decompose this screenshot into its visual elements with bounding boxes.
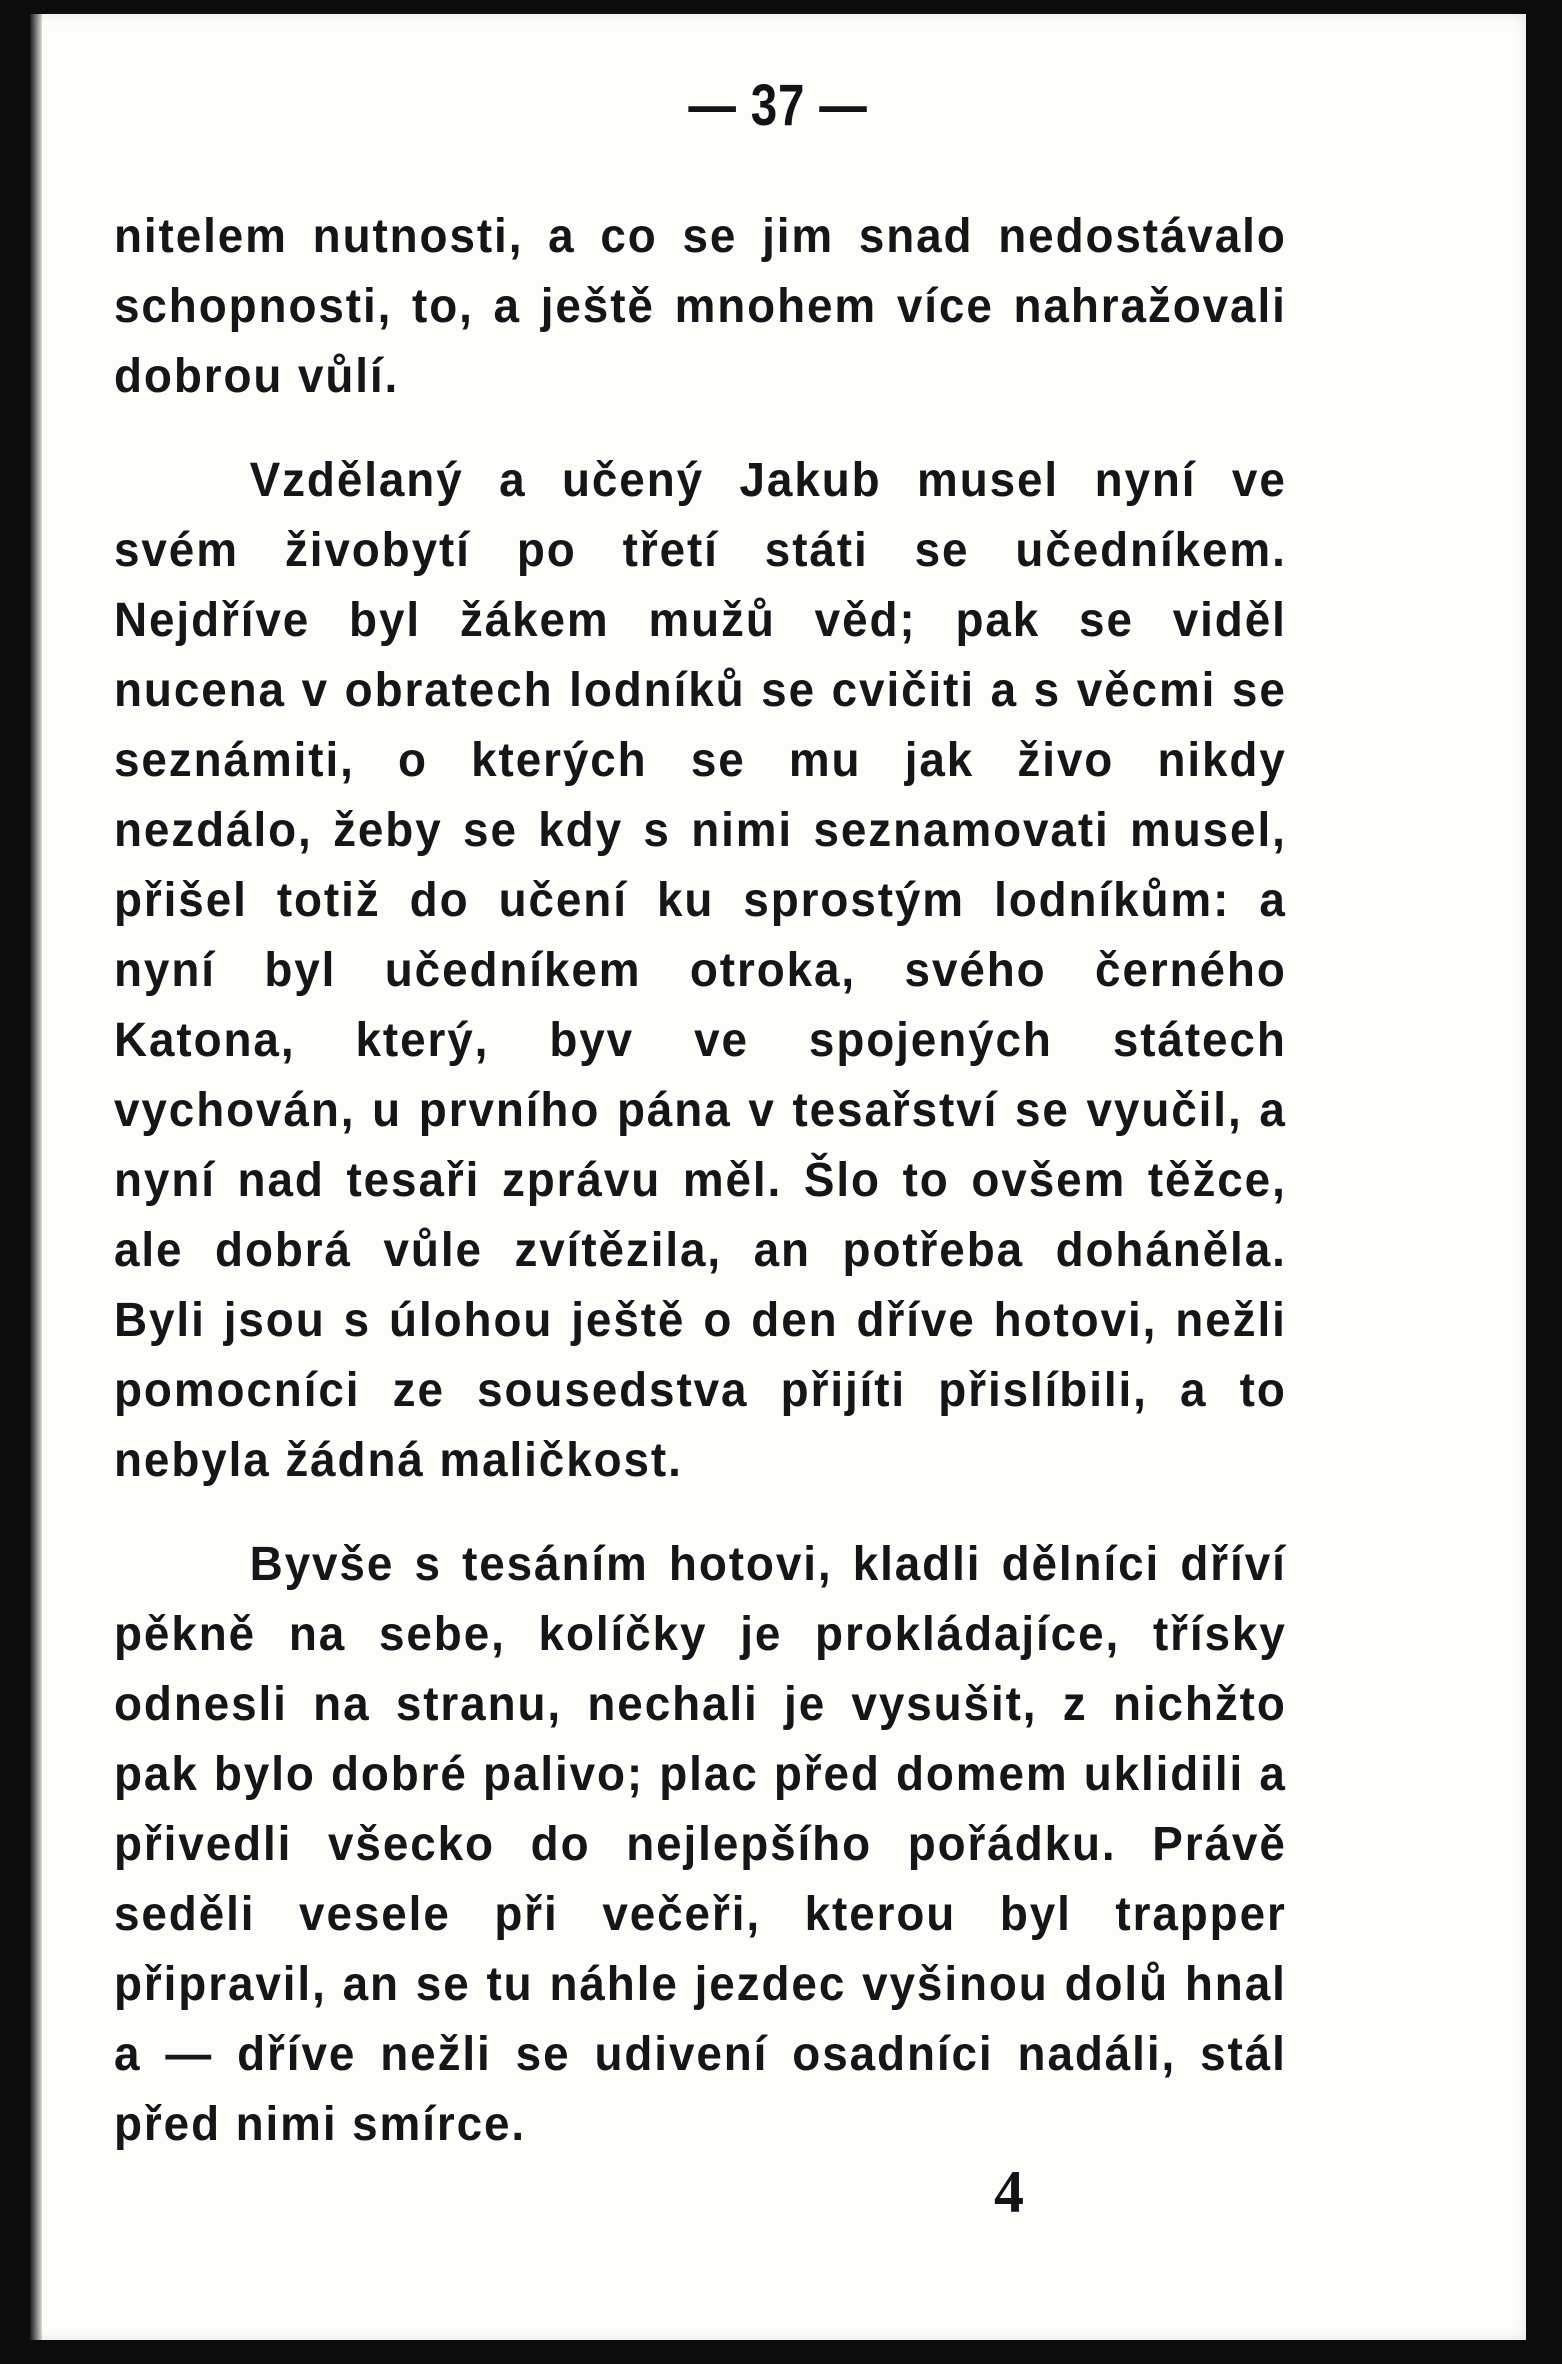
page-body-text bbox=[114, 202, 1287, 2160]
page-number: — 37 — bbox=[688, 73, 868, 138]
page-gutter-shadow bbox=[30, 14, 42, 2340]
paragraph-continued: nitelem nutnosti, a co se jim snad nedostávalo schopnosti, to, a ještě mnohem více nahražovali dobrou vůlí. bbox=[114, 210, 1287, 403]
signature-mark: 4 bbox=[994, 2159, 1024, 2225]
paragraph: Vzdělaný a učený Jakub musel nyní ve svém živobytí po třetí státi se učedníkem. Nejdříve byl žákem mužů věd; pak se viděl nucena v obratech lodníků se cvičiti a s věcmi se seznámiti, o kterých se mu jak živo nikdy nezdálo, žeby se kdy s nimi seznamovati musel, přišel totiž do učení ku sprostým lodníkům: a nyní byl učedníkem otroka, svého černého Katona, který, byv ve spojených státech vychován, u prvního pána v tesařství se vyučil, a nyní nad tesaři zprávu měl. Šlo to ovšem těžce, ale dobrá vůle zvítězila, an potřeba doháněla. Byli jsou s úlohou ještě o den dříve hotovi, nežli pomocníci ze sousedstva přijíti přislíbili, a to nebyla žádná maličkost. bbox=[114, 454, 1287, 1487]
book-page bbox=[30, 14, 1526, 2340]
paragraph: Byvše s tesáním hotovi, kladli dělníci dříví pěkně na sebe, kolíčky je prokládajíce, třísky odnesli na stranu, nechali je vysušit, z nichžto pak bylo dobré palivo; plac před domem uklidili a přivedli všecko do nejlepšího pořádku. Právě seděli vesele při večeři, kterou byl trapper připravil, an se tu náhle jezdec vyšinou dolů hnal a — dříve nežli se udivení osadníci nadáli, stál před nimi smírce. bbox=[114, 1538, 1287, 2151]
